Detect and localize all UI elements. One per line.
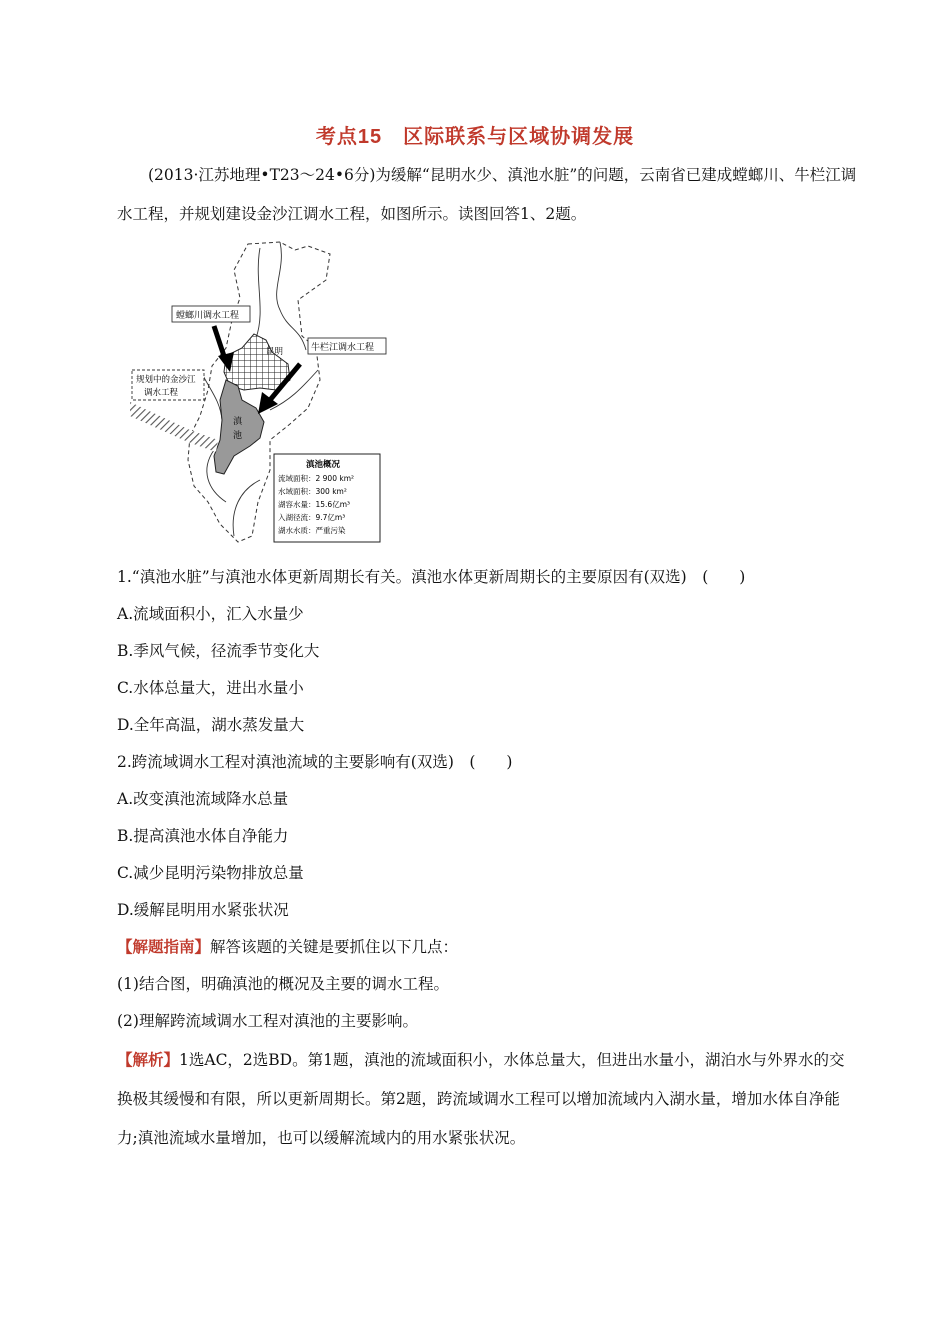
q1-option-c: C.水体总量大，进出水量小 (117, 679, 304, 697)
page-title (0, 120, 950, 149)
q1-option-a: A.流域面积小，汇入水量少 (117, 605, 304, 623)
q2-stem: 2.跨流域调水工程对滇池流域的主要影响有(双选) ( ) (117, 753, 513, 771)
q2-option-d: D.缓解昆明用水紧张状况 (117, 901, 289, 919)
label-jinsha-line1: 规划中的金沙江 (136, 375, 196, 385)
label-dianchi-2: 池 (233, 431, 243, 441)
q2-option-a: A.改变滇池流域降水总量 (117, 790, 289, 808)
label-tanglang: 螳螂川调水工程 (176, 311, 240, 321)
analysis-tag: 【解析】 (117, 1050, 180, 1069)
intro-paragraph: (2013·江苏地理•T23～24•6分)为缓解“昆明水少、滇池水脏”的问题，云南省已建成螳螂川、牛栏江调水工程，并规划建设金沙江调水工程，如图所示。读图回答1、2题。 (117, 166, 857, 223)
svg-text:水域面积：300 km²: 水域面积：300 km² (278, 487, 347, 496)
svg-text:湖水水质：严重污染: 湖水水质：严重污染 (278, 526, 346, 535)
title-text: 区际联系与区域协调发展 (403, 124, 635, 148)
label-dianchi-1: 滇 (233, 417, 243, 427)
guide-heading (117, 935, 458, 957)
river-line (256, 248, 260, 338)
q2-option-c: C.减少昆明污染物排放总量 (117, 864, 304, 882)
q2-option-b: B.提高滇池水体自净能力 (117, 827, 289, 845)
river-line (233, 480, 260, 536)
dianchi-map-figure (130, 240, 390, 548)
overview-title: 滇池概况 (306, 460, 341, 470)
guide-tag: 【解题指南】 (117, 937, 211, 956)
q1-stem: 1.“滇池水脏”与滇池水体更新周期长有关。滇池水体更新周期长的主要原因有(双选) ( ) (117, 568, 746, 586)
q1-option-b: B.季风气候，径流季节变化大 (117, 642, 320, 660)
guide-text: 解答该题的关键是要抓住以下几点： (210, 938, 459, 956)
kunming-area (224, 334, 290, 390)
svg-text:湖容水量：15.6亿m³: 湖容水量：15.6亿m³ (278, 500, 351, 509)
label-niulan: 牛栏江调水工程 (311, 343, 375, 353)
dianchi-lake (214, 380, 264, 474)
guide-point-1: (1)结合图，明确滇池的概况及主要的调水工程。 (117, 975, 449, 993)
label-kunming: 昆明 (266, 347, 284, 357)
title-prefix: 考点 (315, 124, 358, 148)
river-line (277, 242, 306, 350)
svg-text:流域面积：2 900 km²: 流域面积：2 900 km² (278, 474, 355, 483)
overview-rows (278, 473, 354, 535)
svg-text:入湖径流：9.7亿m³: 入湖径流：9.7亿m³ (278, 513, 346, 522)
label-jinsha-line2: 调水工程 (144, 388, 179, 398)
q1-option-d: D.全年高温，湖水蒸发量大 (117, 716, 305, 734)
title-number: 15 (357, 126, 383, 148)
jinsha-transfer-route (130, 402, 218, 452)
analysis-text: 1选AC，2选BD。第1题，滇池的流域面积小，水体总量大，但进出水量小，湖泊水与外界水的交换极其缓慢和有限，所以更新周期长。第2题，跨流域调水工程可以增加流域内入湖水量，增加水体自净能力;滇池流域水量增加，也可以缓解流域内的用水紧张状况。 (117, 1051, 845, 1147)
guide-point-2: (2)理解跨流域调水工程对滇池的主要影响。 (117, 1012, 418, 1030)
analysis-paragraph (117, 1040, 859, 1158)
